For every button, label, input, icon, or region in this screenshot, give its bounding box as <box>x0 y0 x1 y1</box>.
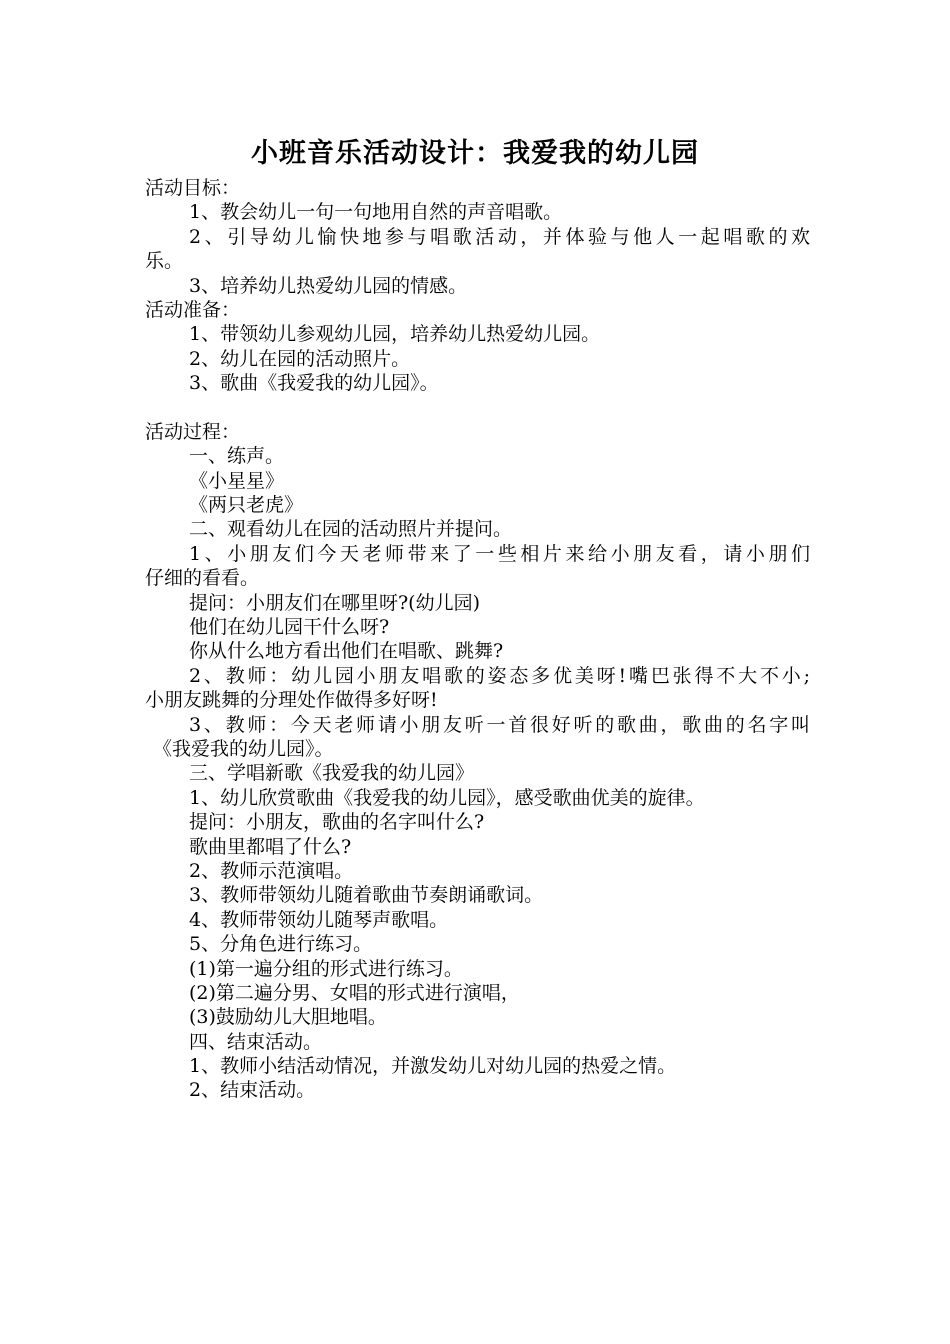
process-item: 《小星星》 <box>189 469 285 492</box>
process-item: (3)鼓励幼儿大胆地唱。 <box>189 1006 387 1029</box>
goal-item: 3、培养幼儿热爱幼儿园的情感。 <box>189 274 468 297</box>
document-title: 小班音乐活动设计：我爱我的幼儿园 <box>251 138 699 169</box>
process-item: 4、教师带领幼儿随琴声歌唱。 <box>189 908 449 931</box>
goal-item: 1、教会幼儿一句一句地用自然的声音唱歌。 <box>189 201 563 224</box>
prep-item: 3、歌曲《我爱我的幼儿园》。 <box>189 372 439 395</box>
process-item-continuation: 《我爱我的幼儿园》。 <box>153 737 334 760</box>
process-heading: 活动过程： <box>145 420 241 443</box>
goals-heading: 活动目标： <box>145 177 241 199</box>
process-step-heading: 三、学唱新歌《我爱我的幼儿园》 <box>189 762 475 785</box>
process-item: 2、结束活动。 <box>189 1079 316 1102</box>
goal-item-continuation: 乐。 <box>145 250 184 273</box>
prep-heading: 活动准备： <box>145 298 241 321</box>
process-item: 提问：小朋友们在哪里呀?(幼儿园) <box>189 591 481 614</box>
process-item: 《两只老虎》 <box>189 494 304 517</box>
process-step-heading: 四、结束活动。 <box>189 1030 323 1053</box>
process-item: 3、教师带领幼儿随着歌曲节奏朗诵歌词。 <box>189 884 544 907</box>
process-item: 1、教师小结活动情况，并激发幼儿对幼儿园的热爱之情。 <box>189 1055 677 1078</box>
prep-item: 1、带领幼儿参观幼儿园，培养幼儿热爱幼儿园。 <box>189 323 601 346</box>
prep-item: 2、幼儿在园的活动照片。 <box>189 347 411 370</box>
process-item: 5、分角色进行练习。 <box>189 933 373 956</box>
process-item: 2、教师示范演唱。 <box>189 859 354 882</box>
process-step-heading: 二、观看幼儿在园的活动照片并提问。 <box>189 518 513 541</box>
process-item-continuation: 小朋友跳舞的分理处作做得多好呀! <box>145 689 438 712</box>
process-item: 1、小朋友们今天老师带来了一些相片来给小朋友看，请小朋们 <box>189 542 810 565</box>
process-item: 你从什么地方看出他们在唱歌、跳舞? <box>189 640 504 663</box>
process-item: 提问：小朋友，歌曲的名字叫什么? <box>189 811 485 834</box>
goal-item: 2、引导幼儿愉快地参与唱歌活动，并体验与他人一起唱歌的欢 <box>189 225 810 248</box>
process-item: 3、教师：今天老师请小朋友听一首很好听的歌曲，歌曲的名字叫 <box>189 713 810 736</box>
document-body <box>145 176 810 1103</box>
process-item: (2)第二遍分男、女唱的形式进行演唱， <box>189 981 520 1004</box>
process-item: (1)第一遍分组的形式进行练习。 <box>189 957 463 980</box>
process-item: 他们在幼儿园干什么呀? <box>189 616 390 639</box>
blank-line <box>145 396 810 420</box>
process-item: 1、幼儿欣赏歌曲《我爱我的幼儿园》，感受歌曲优美的旋律。 <box>189 786 705 809</box>
process-item: 歌曲里都唱了什么? <box>189 835 352 858</box>
process-item-continuation: 仔细的看看。 <box>145 567 260 590</box>
process-item: 2、教师：幼儿园小朋友唱歌的姿态多优美呀!嘴巴张得不大不小; <box>189 664 810 687</box>
process-step-heading: 一、练声。 <box>189 445 285 468</box>
